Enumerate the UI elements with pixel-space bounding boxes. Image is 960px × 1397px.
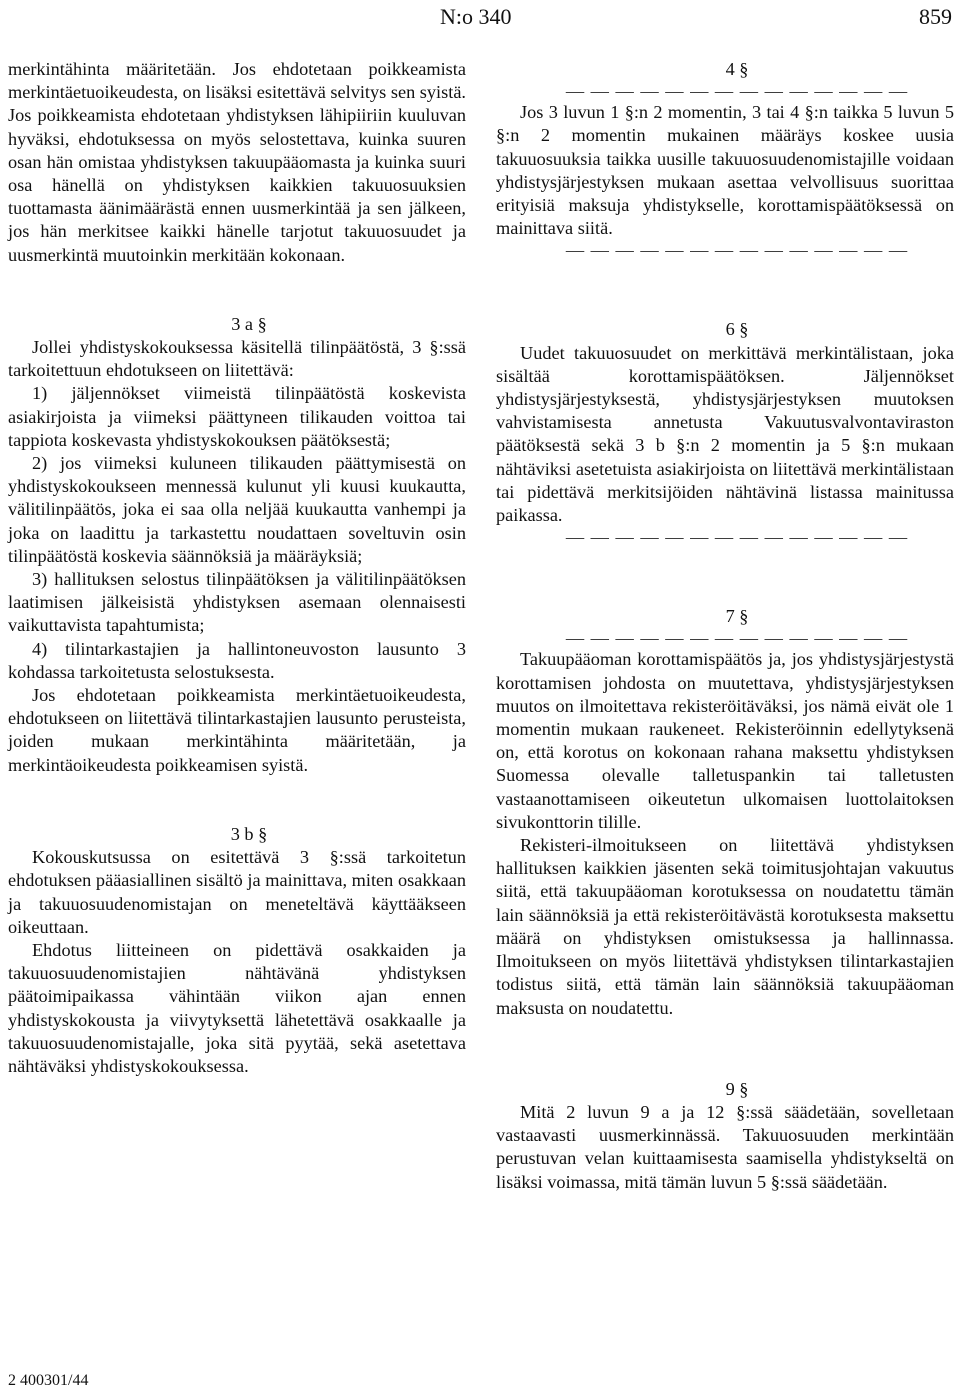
- section-4-heading: 4 §: [725, 59, 749, 79]
- section-3a-item-4: 4) tilintarkastajien ja hallintoneuvoston lausunto 3 kohdassa tarkoitetusta selostuksesta.: [8, 638, 466, 682]
- section-3b-heading: 3 b §: [230, 823, 268, 844]
- right-column: [496, 58, 954, 1194]
- section-7-paragraph-1: Takuupääoman korottamispäätös ja, jos yhdistysjärjestystä korottamisen johdosta on muutettava, yhdistysjärjestyksen muutos on ilmoitettava rekisteröitäväksi, jos nämä eivät ole 1 momentin mukaan raukeneet. Rekisteröinnin edellytyksenä on, että korotus on kokonaan rahana maksettu yhdistyksen Suomessa olevalle talletuspankin tai talletusten vastaanottamiseen oikeutetun ulkomaisen luottolaitoksen sivukonttorin tilille.: [496, 649, 954, 832]
- section-7-paragraph-2: Rekisteri-ilmoitukseen on liitettävä yhdistyksen hallituksen kaikkien jäsenten sekä toimitusjohtajan vakuutus siitä, että takuupääoman korotuksessa on noudatettu tämän lain säännöksiä ja että rekisteröitävästä korotuksesta maksettu määrä on yhdistyksen omistuksessa ja hallinnassa. Ilmoitukseen on myös liitettävä yhdistyksen tilintarkastajien todistus siitä, että tämän lain säännöksiä takuupääoman maksusta on noudatettu.: [496, 835, 954, 1018]
- issue-number: N:o 340: [440, 4, 512, 29]
- section-4-paragraph-1: Jos 3 luvun 1 §:n 2 momentin, 3 tai 4 §:n taikka 5 luvun 5 §:n 2 momentin mukainen määräys koskee uusia takuuosuuksia taikka uusille takuuosuudenomistajille voidaan yhdistysjärjestyksen mukaan asettaa velvollisuus suorittaa erityisiä maksuja yhdistykselle, korottamispäätöksessä on mainittava siitä.: [496, 102, 954, 239]
- section-3a-heading: 3 a §: [231, 313, 267, 334]
- section-3a-item-3: 3) hallituksen selostus tilinpäätöksen ja välitilinpäätöksen laatimisen jälkeisistä yhdistyksen asemaan olennaisesti vaikuttavista tapahtumista;: [8, 569, 466, 636]
- intro-paragraph: merkintähinta määritetään. Jos ehdotetaan poikkeamista merkintäetuoikeudesta, on lisäksi esitettävä selvitys sen syistä. Jos poikkeamista ehdotetaan yhdistyksen lähipiiriin kuuluvan hyväksi, ehdotuksessa on myös selostettava, kuinka suuren osan hän omistaa yhdistyksen takuupääomasta ja kuinka suuri osa hänellä on yhdistyksen kaikkien takuuosuuksien tuottamasta äänimäärästä ennen uusmerkintää ja sen jälkeen, jos hän merkitsee kaikki hänelle tarjotut takuuosuudet ja uusmerkintä muutoinkin merkitään kokonaan.: [8, 59, 466, 265]
- section-3b-paragraph-1: Kokouskutsussa on esitettävä 3 §:ssä tarkoitetun ehdotuksen pääasiallinen sisältö ja mainittava, miten osakkaan ja takuuosuudenomistajan on meneteltävä käyttääkseen oikeuttaan.: [8, 847, 466, 937]
- page-header: [0, 4, 960, 34]
- omission-dashes-4: — — — — — — — — — — — — — —: [565, 628, 909, 649]
- print-code: 2 400301/44: [8, 1372, 89, 1389]
- omission-dashes-2: — — — — — — — — — — — — — —: [565, 240, 909, 261]
- left-column: [8, 58, 466, 1078]
- section-3a-item-2: 2) jos viimeksi kuluneen tilikauden päättymisestä on yhdistyskokoukseen mennessä kulunut yli kuusi kuukautta, välitilinpäätös, joka ei saa olla neljää kuukautta vanhempi ja joka on laadittu ja tarkastettu noudattaen soveltuvin osin tilinpäätöstä koskevia säännöksiä ja määräyksiä;: [8, 453, 466, 566]
- section-3b-paragraph-2: Ehdotus liitteineen on pidettävä osakkaiden ja takuuosuudenomistajien nähtävänä yhdistyksen päätoimipaikassa vähintään viikon ajan ennen yhdistyskokousta ja viivytyksettä lähetettävä osakkaalle ja takuuosuudenomistajalle, joka sitä pyytää, sekä asetettava nähtäväksi yhdistyskokouksessa.: [8, 939, 466, 1076]
- page-number: 859: [919, 4, 952, 29]
- section-3a-paragraph-1: Jollei yhdistyskokouksessa käsitellä tilinpäätöstä, 3 §:ssä tarkoitettuun ehdotukseen on liitettävä:: [8, 337, 466, 381]
- section-3a-item-1: 1) jäljennökset viimeistä tilinpäätöstä koskevista asiakirjoista ja viimeksi päättyneen tilikauden voittoa tai tappiota koskevasta yhdistyskokouksen päätöksestä;: [8, 383, 466, 450]
- omission-dashes-1: — — — — — — — — — — — — — —: [565, 81, 909, 102]
- section-6-heading: 6 §: [725, 319, 749, 340]
- omission-dashes-3: — — — — — — — — — — — — — —: [565, 527, 909, 548]
- section-9-paragraph-1: Mitä 2 luvun 9 a ja 12 §:ssä säädetään, sovelletaan vastaavasti uusmerkinnässä. Takuuosuuden merkintään perustuvan velan kuittaamisesta saamisella yhdistykseltä on lisäksi voimassa, mitä tämän luvun 5 §:ssä säädetään.: [496, 1101, 954, 1192]
- section-9-heading: 9 §: [725, 1078, 749, 1099]
- section-7-heading: 7 §: [725, 606, 749, 627]
- section-3a-paragraph-2: Jos ehdotetaan poikkeamista merkintäetuoikeudesta, ehdotukseen on liitettävä tilintarkastajien lausunto perusteista, joiden mukaan merkintähinta määritetään, ja merkintäoikeudesta poikkeamisen syistä.: [8, 685, 466, 775]
- section-6-paragraph-1: Uudet takuuosuudet on merkittävä merkintälistaan, joka sisältää korottamispäätöksen. Jäljennökset yhdistysjärjestyksestä, yhdistysjärjestyksen muutoksen vahvistamisesta annetusta Vakuutusvalvontaviraston päätöksestä sekä 3 b §:n 2 momentin ja 5 §:n mukaan nähtäviksi asetetuista asiakirjoista on liitettävä merkintälistaan tai pidettävä merkitsijöiden nähtävinä listassa mainitussa paikassa.: [496, 342, 954, 526]
